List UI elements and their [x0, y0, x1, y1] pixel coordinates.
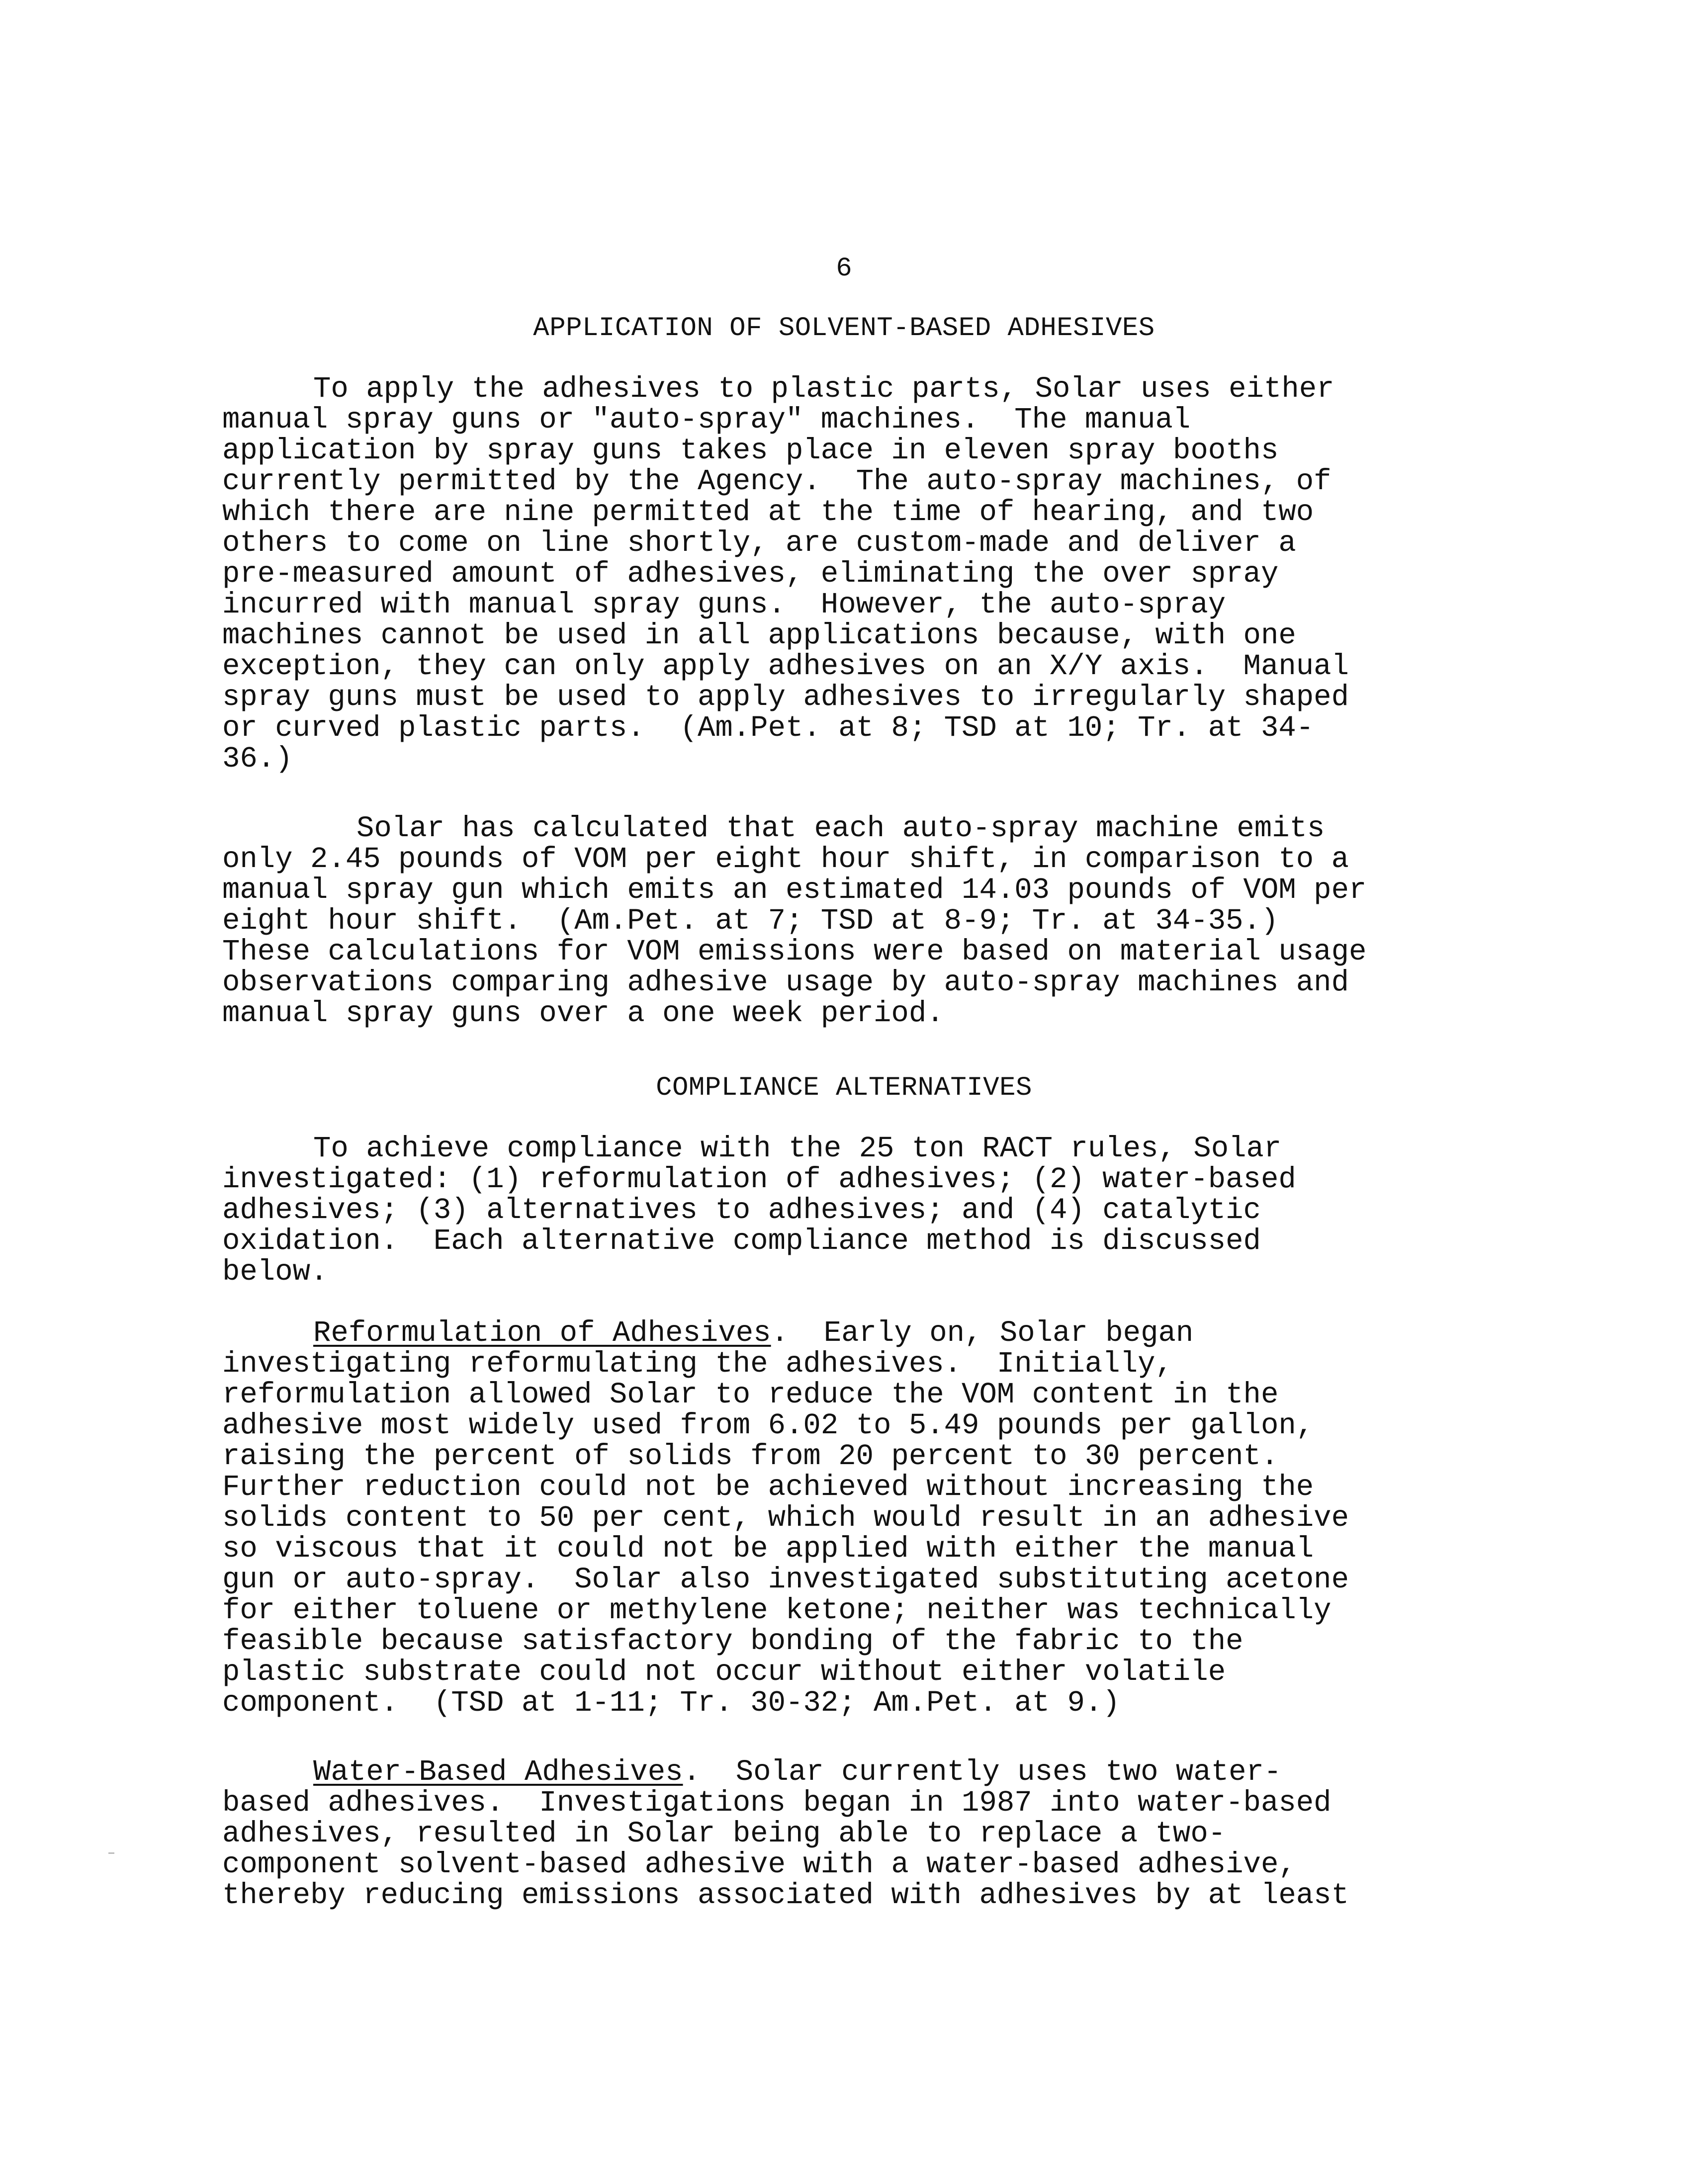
text-line: Solar has calculated that each auto-spray machine emits: [356, 812, 1325, 845]
text-line: incurred with manual spray guns. However, the auto-spray: [222, 588, 1226, 621]
text-line: reformulation allowed Solar to reduce the VOM content in the: [222, 1378, 1279, 1411]
text-line: manual spray gun which emits an estimated 14.03 pounds of VOM per: [222, 874, 1367, 907]
text-line: adhesive most widely used from 6.02 to 5.49 pounds per gallon,: [222, 1409, 1314, 1442]
text-line: [222, 1757, 1445, 1788]
text-line: feasible because satisfactory bonding of the fabric to the: [222, 1625, 1244, 1658]
text-line: so viscous that it could not be applied with either the manual: [222, 1532, 1314, 1566]
text-line: To achieve compliance with the 25 ton RACT rules, Solar: [313, 1132, 1282, 1165]
text-line: adhesives, resulted in Solar being able to replace a two-: [222, 1817, 1226, 1850]
text-fragment: . Early on, Solar began: [771, 1316, 1194, 1350]
text-line: plastic substrate could not occur without either volatile: [222, 1656, 1226, 1689]
text-line: manual spray guns over a one week period.: [222, 997, 944, 1030]
text-line: observations comparing adhesive usage by auto-spray machines and: [222, 966, 1349, 999]
text-line: raising the percent of solids from 20 percent to 30 percent.: [222, 1440, 1279, 1473]
text-line: based adhesives. Investigations began in 1987 into water-based: [222, 1786, 1332, 1820]
text-line: exception, they can only apply adhesives on an X/Y axis. Manual: [222, 650, 1349, 683]
text-line: spray guns must be used to apply adhesives to irregularly shaped: [222, 681, 1349, 714]
text-line: or curved plastic parts. (Am.Pet. at 8; TSD at 10; Tr. at 34-: [222, 711, 1314, 745]
text-line: others to come on line shortly, are custom-made and deliver a: [222, 526, 1296, 560]
text-fragment: . Solar currently uses two water-: [683, 1755, 1282, 1789]
text-line: investigated: (1) reformulation of adhesives; (2) water-based: [222, 1163, 1296, 1196]
text-line: component. (TSD at 1-11; Tr. 30-32; Am.Pet. at 9.): [222, 1686, 1120, 1720]
text-line: 36.): [222, 742, 293, 776]
text-line: These calculations for VOM emissions were based on material usage: [222, 935, 1367, 968]
text-line: investigating reformulating the adhesives. Initially,: [222, 1347, 1173, 1381]
paragraph-compliance-intro: [222, 1134, 1445, 1288]
paragraph-water-based-adhesives: [222, 1757, 1445, 1911]
heading-compliance-alternatives: COMPLIANCE ALTERNATIVES: [656, 1073, 1032, 1103]
paragraph-application-methods: [222, 374, 1445, 775]
text-line: component solvent-based adhesive with a water-based adhesive,: [222, 1848, 1296, 1881]
paragraph-vom-calculations: [222, 813, 1445, 1029]
scan-speck: [108, 1852, 114, 1854]
text-line: pre-measured amount of adhesives, eliminating the over spray: [222, 557, 1279, 591]
text-line: solids content to 50 per cent, which would result in an adhesive: [222, 1501, 1349, 1535]
text-line: machines cannot be used in all applications because, with one: [222, 619, 1296, 652]
text-line: for either toluene or methylene ketone; neither was technically: [222, 1594, 1332, 1627]
subheading-water-based-adhesives: Water-Based Adhesives: [313, 1755, 683, 1789]
paragraph-reformulation-of-adhesives: [222, 1318, 1445, 1719]
text-line: which there are nine permitted at the time of hearing, and two: [222, 496, 1314, 529]
subheading-reformulation-of-adhesives: Reformulation of Adhesives: [313, 1316, 771, 1350]
heading-application-of-solvent-based-adhesives: APPLICATION OF SOLVENT-BASED ADHESIVES: [533, 313, 1155, 344]
text-line: thereby reducing emissions associated with adhesives by at least: [222, 1879, 1349, 1912]
text-line: below.: [222, 1255, 328, 1289]
text-line: [222, 1318, 1445, 1349]
text-line: eight hour shift. (Am.Pet. at 7; TSD at 8-9; Tr. at 34-35.): [222, 904, 1279, 938]
text-line: To apply the adhesives to plastic parts, Solar uses either: [313, 372, 1334, 406]
page-number: 6: [836, 254, 852, 284]
text-line: adhesives; (3) alternatives to adhesives; and (4) catalytic: [222, 1194, 1261, 1227]
text-line: only 2.45 pounds of VOM per eight hour shift, in comparison to a: [222, 843, 1349, 876]
text-line: oxidation. Each alternative compliance method is discussed: [222, 1224, 1261, 1258]
text-line: Further reduction could not be achieved without increasing the: [222, 1471, 1314, 1504]
text-line: currently permitted by the Agency. The auto-spray machines, of: [222, 465, 1332, 498]
text-line: gun or auto-spray. Solar also investigated substituting acetone: [222, 1563, 1349, 1596]
text-line: application by spray guns takes place in eleven spray booths: [222, 434, 1279, 467]
text-line: manual spray guns or "auto-spray" machines. The manual: [222, 403, 1191, 437]
